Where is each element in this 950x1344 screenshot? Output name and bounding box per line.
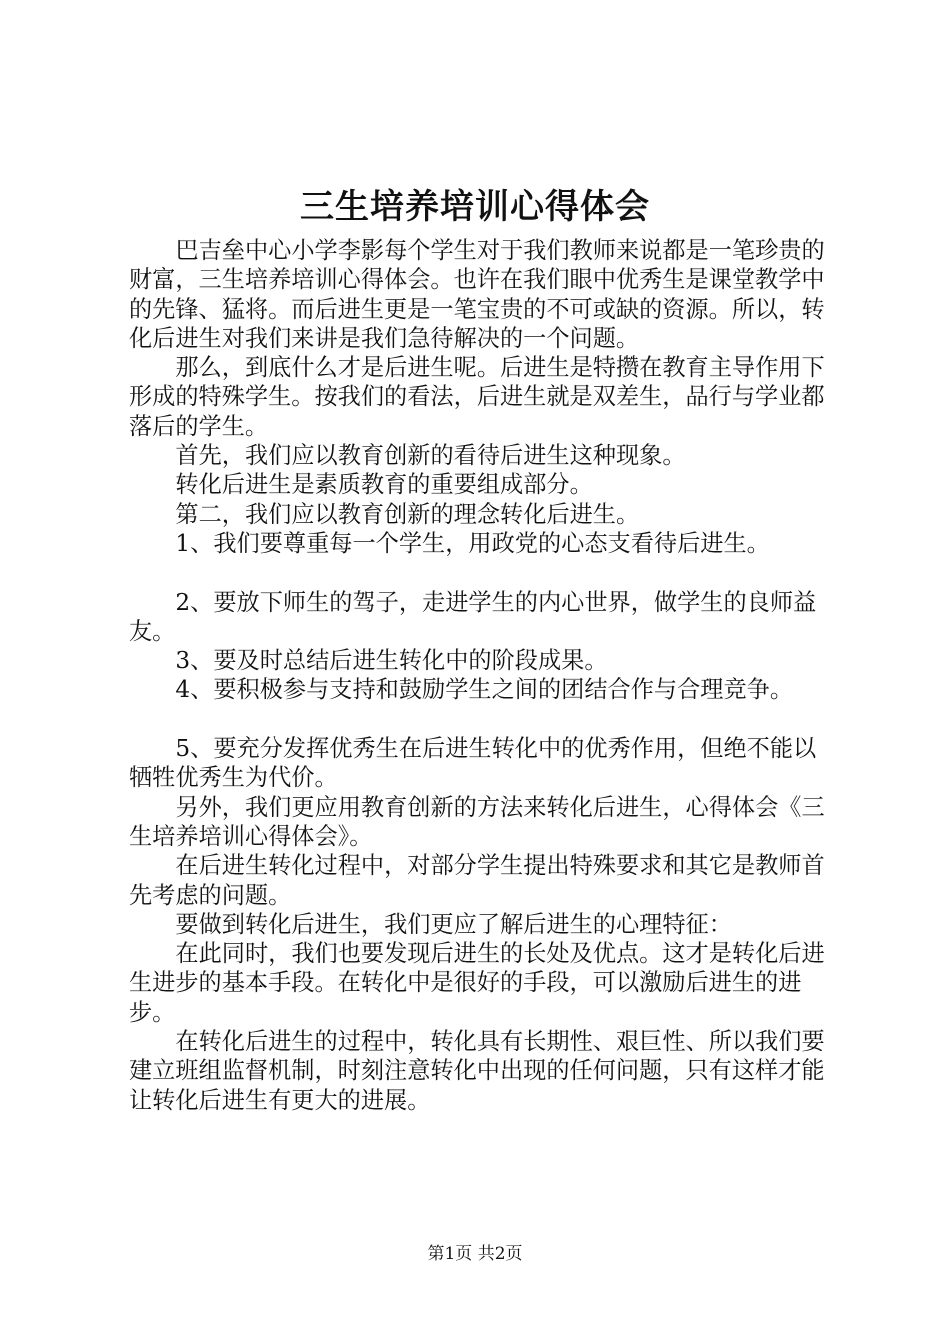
paragraph-method: 另外，我们更应用教育创新的方法来转化后进生，心得体会《三生培养培训心得体会》。 bbox=[129, 793, 825, 850]
paragraph-quality-education: 转化后进生是素质教育的重要组成部分。 bbox=[175, 471, 593, 499]
paragraph-requirements: 在后进生转化过程中，对部分学生提出特殊要求和其它是教师首先考虑的问题。 bbox=[129, 852, 825, 909]
document-body bbox=[129, 236, 833, 1115]
list-item-2: 2、要放下师生的驾子，走进学生的内心世界，做学生的良师益友。 bbox=[129, 588, 817, 645]
list-item-4: 4、要积极参与支持和鼓励学生之间的团结合作与合理竞争。 bbox=[175, 676, 794, 704]
paragraph-first: 首先，我们应以教育创新的看待后进生这种现象。 bbox=[175, 442, 686, 470]
paragraph-psychology: 要做到转化后进生，我们更应了解后进生的心理特征： bbox=[175, 910, 732, 938]
list-item-3: 3、要及时总结后进生转化中的阶段成果。 bbox=[175, 647, 608, 675]
list-item-1: 1、我们要尊重每一个学生，用政党的心态支看待后进生。 bbox=[175, 529, 770, 557]
paragraph-second: 第二，我们应以教育创新的理念转化后进生。 bbox=[175, 500, 640, 528]
document-title: 三生培养培训心得体会 bbox=[300, 187, 650, 227]
list-item-5: 5、要充分发挥优秀生在后进生转化中的优秀作用，但绝不能以牺牲优秀生为代价。 bbox=[129, 735, 817, 792]
paragraph-strengths: 在此同时，我们也要发现后进生的长处及优点。这才是转化后进生进步的基本手段。在转化中是很好的手段，可以激励后进生的进步。 bbox=[129, 940, 825, 1026]
paragraph-supervision: 在转化后进生的过程中，转化具有长期性、艰巨性、所以我们要建立班组监督机制，时刻注意转化中出现的任何问题，只有这样才能让转化后进生有更大的进展。 bbox=[129, 1028, 825, 1114]
paragraph-definition: 那么，到底什么才是后进生呢。后进生是特攒在教育主导作用下形成的特殊学生。按我们的看法，后进生就是双差生，品行与学业都落后的学生。 bbox=[129, 354, 825, 440]
page-footer: 第1页 共2页 bbox=[427, 1244, 523, 1264]
paragraph-intro: 巴吉垒中心小学李影每个学生对于我们教师来说都是一笔珍贵的财富，三生培养培训心得体会。也许在我们眼中优秀生是课堂教学中的先锋、猛将。而后进生更是一笔宝贵的不可或缺的资源。所以，转化后进生对我们来讲是我们急待解决的一个问题。 bbox=[129, 237, 825, 352]
